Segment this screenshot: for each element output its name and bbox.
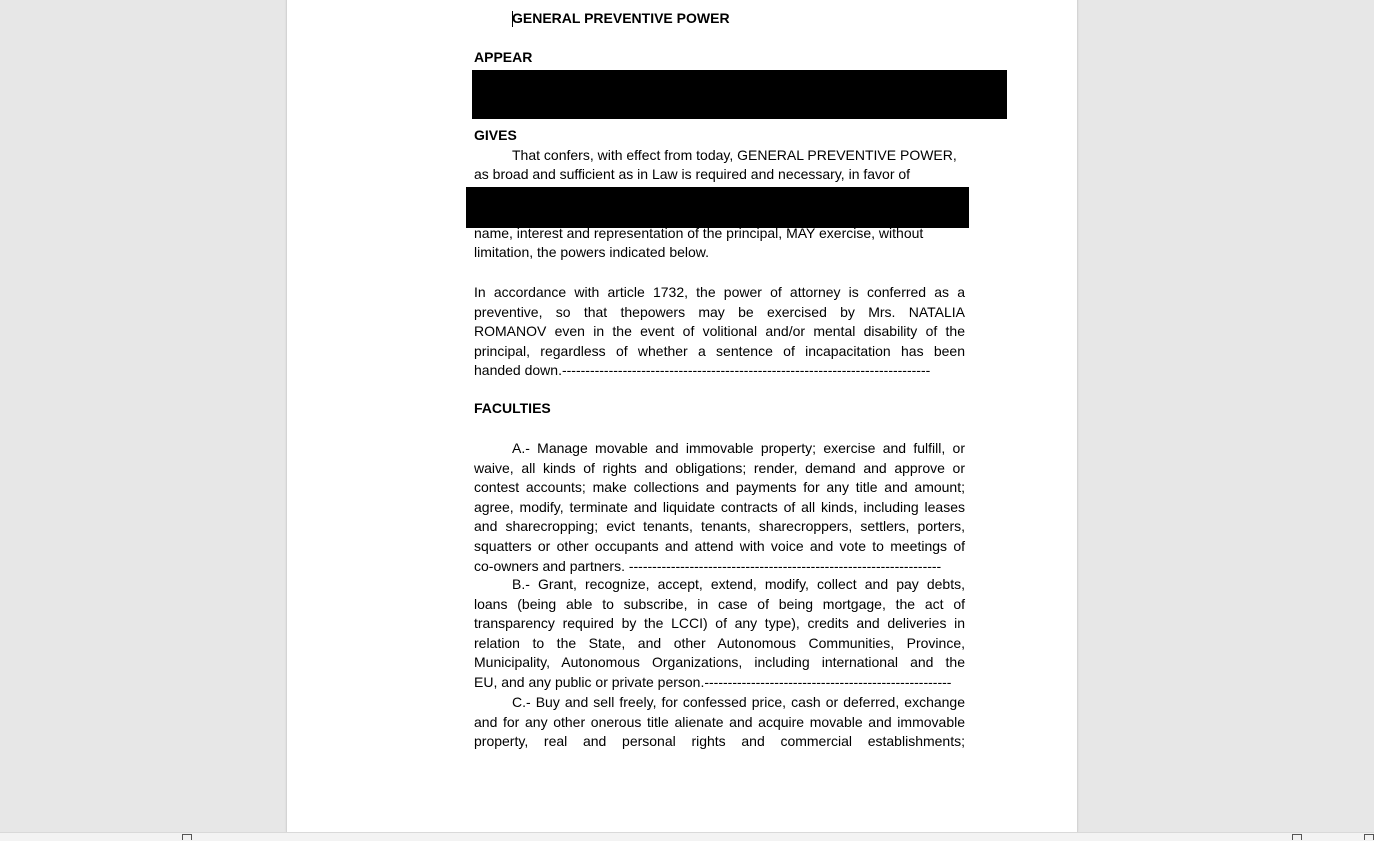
- gives-line-2: as broad and sufficient as in Law is required and necessary, in favor of: [474, 166, 911, 182]
- article-line-1: In accordance with article 1732, the power of attorney is conferred as a: [474, 284, 965, 300]
- faculty-a-line-7: co-owners and partners. -------------------------------------------------------------------: [474, 557, 942, 574]
- gives-heading: GIVES: [474, 127, 517, 143]
- article-line-4: principal, regardless of whether a sentence of incapacitation has been: [474, 342, 965, 359]
- gives-line-4: limitation, the powers indicated below.: [474, 244, 710, 260]
- faculty-b-line-5: Municipality, Autonomous Organizations, including international and the: [474, 654, 965, 671]
- document-title: GENERAL PREVENTIVE POWER: [512, 10, 730, 26]
- faculty-b-line-2: loans (being able to subscribe, in case of being mortgage, the act of: [474, 595, 965, 612]
- faculty-c-line-1: C.- Buy and sell freely, for confessed price, cash or deferred, exchange: [512, 694, 965, 710]
- faculty-a-line-1: A.- Manage movable and immovable property; exercise and fulfill, or: [512, 440, 965, 456]
- faculty-a-line-3: contest accounts; make collections and payments for any title and amount;: [474, 479, 965, 496]
- faculty-c-line-3: property, real and personal rights and commercial establishments;: [474, 733, 965, 750]
- gives-line-1: That confers, with effect from today, GENERAL PREVENTIVE POWER,: [512, 147, 957, 163]
- article-line-3: ROMANOV even in the event of volitional and/or mental disability of the: [474, 323, 965, 340]
- faculty-b-line-6: EU, and any public or private person.-----------------------------------------------------: [474, 673, 952, 690]
- redaction-block-attorney: [466, 187, 969, 228]
- gives-line-3: name, interest and representation of the principal, MAY exercise, without: [474, 225, 924, 241]
- redaction-block-appear: [472, 70, 1007, 119]
- appear-heading: APPEAR: [474, 49, 533, 65]
- faculty-b-paragraph: [474, 575, 965, 693]
- faculty-b-line-4: relation to the State, and other Autonomous Communities, Province,: [474, 634, 965, 651]
- article-line-2: preventive, so that thepowers may be exercised by Mrs. NATALIA: [474, 303, 965, 320]
- faculty-c-paragraph: [474, 693, 965, 752]
- faculty-a-line-4: agree, modify, terminate and liquidate contracts of all kinds, including leases: [474, 498, 965, 515]
- proofing-icon[interactable]: [182, 834, 192, 840]
- faculty-a-line-2: waive, all kinds of rights and obligations; render, demand and approve or: [474, 459, 965, 476]
- article-paragraph: [474, 283, 965, 381]
- faculties-heading: FACULTIES: [474, 400, 551, 416]
- faculty-a-line-6: squatters or other occupants and attend with voice and vote to meetings of: [474, 537, 965, 554]
- faculty-a-paragraph: [474, 439, 965, 576]
- faculty-b-line-3: transparency required by the LCCI) of any type), credits and deliveries in: [474, 615, 965, 632]
- faculty-a-line-5: and sharecropping; evict tenants, tenants, sharecroppers, settlers, porters,: [474, 518, 965, 535]
- faculty-b-line-1: B.- Grant, recognize, accept, extend, modify, collect and pay debts,: [512, 576, 965, 592]
- article-line-5: handed down.-------------------------------------------------------------------------------: [474, 362, 931, 379]
- faculty-c-line-2: and for any other onerous title alienate and acquire movable and immovable: [474, 713, 965, 730]
- read-mode-icon[interactable]: [1364, 834, 1374, 840]
- focus-mode-icon[interactable]: [1292, 834, 1302, 840]
